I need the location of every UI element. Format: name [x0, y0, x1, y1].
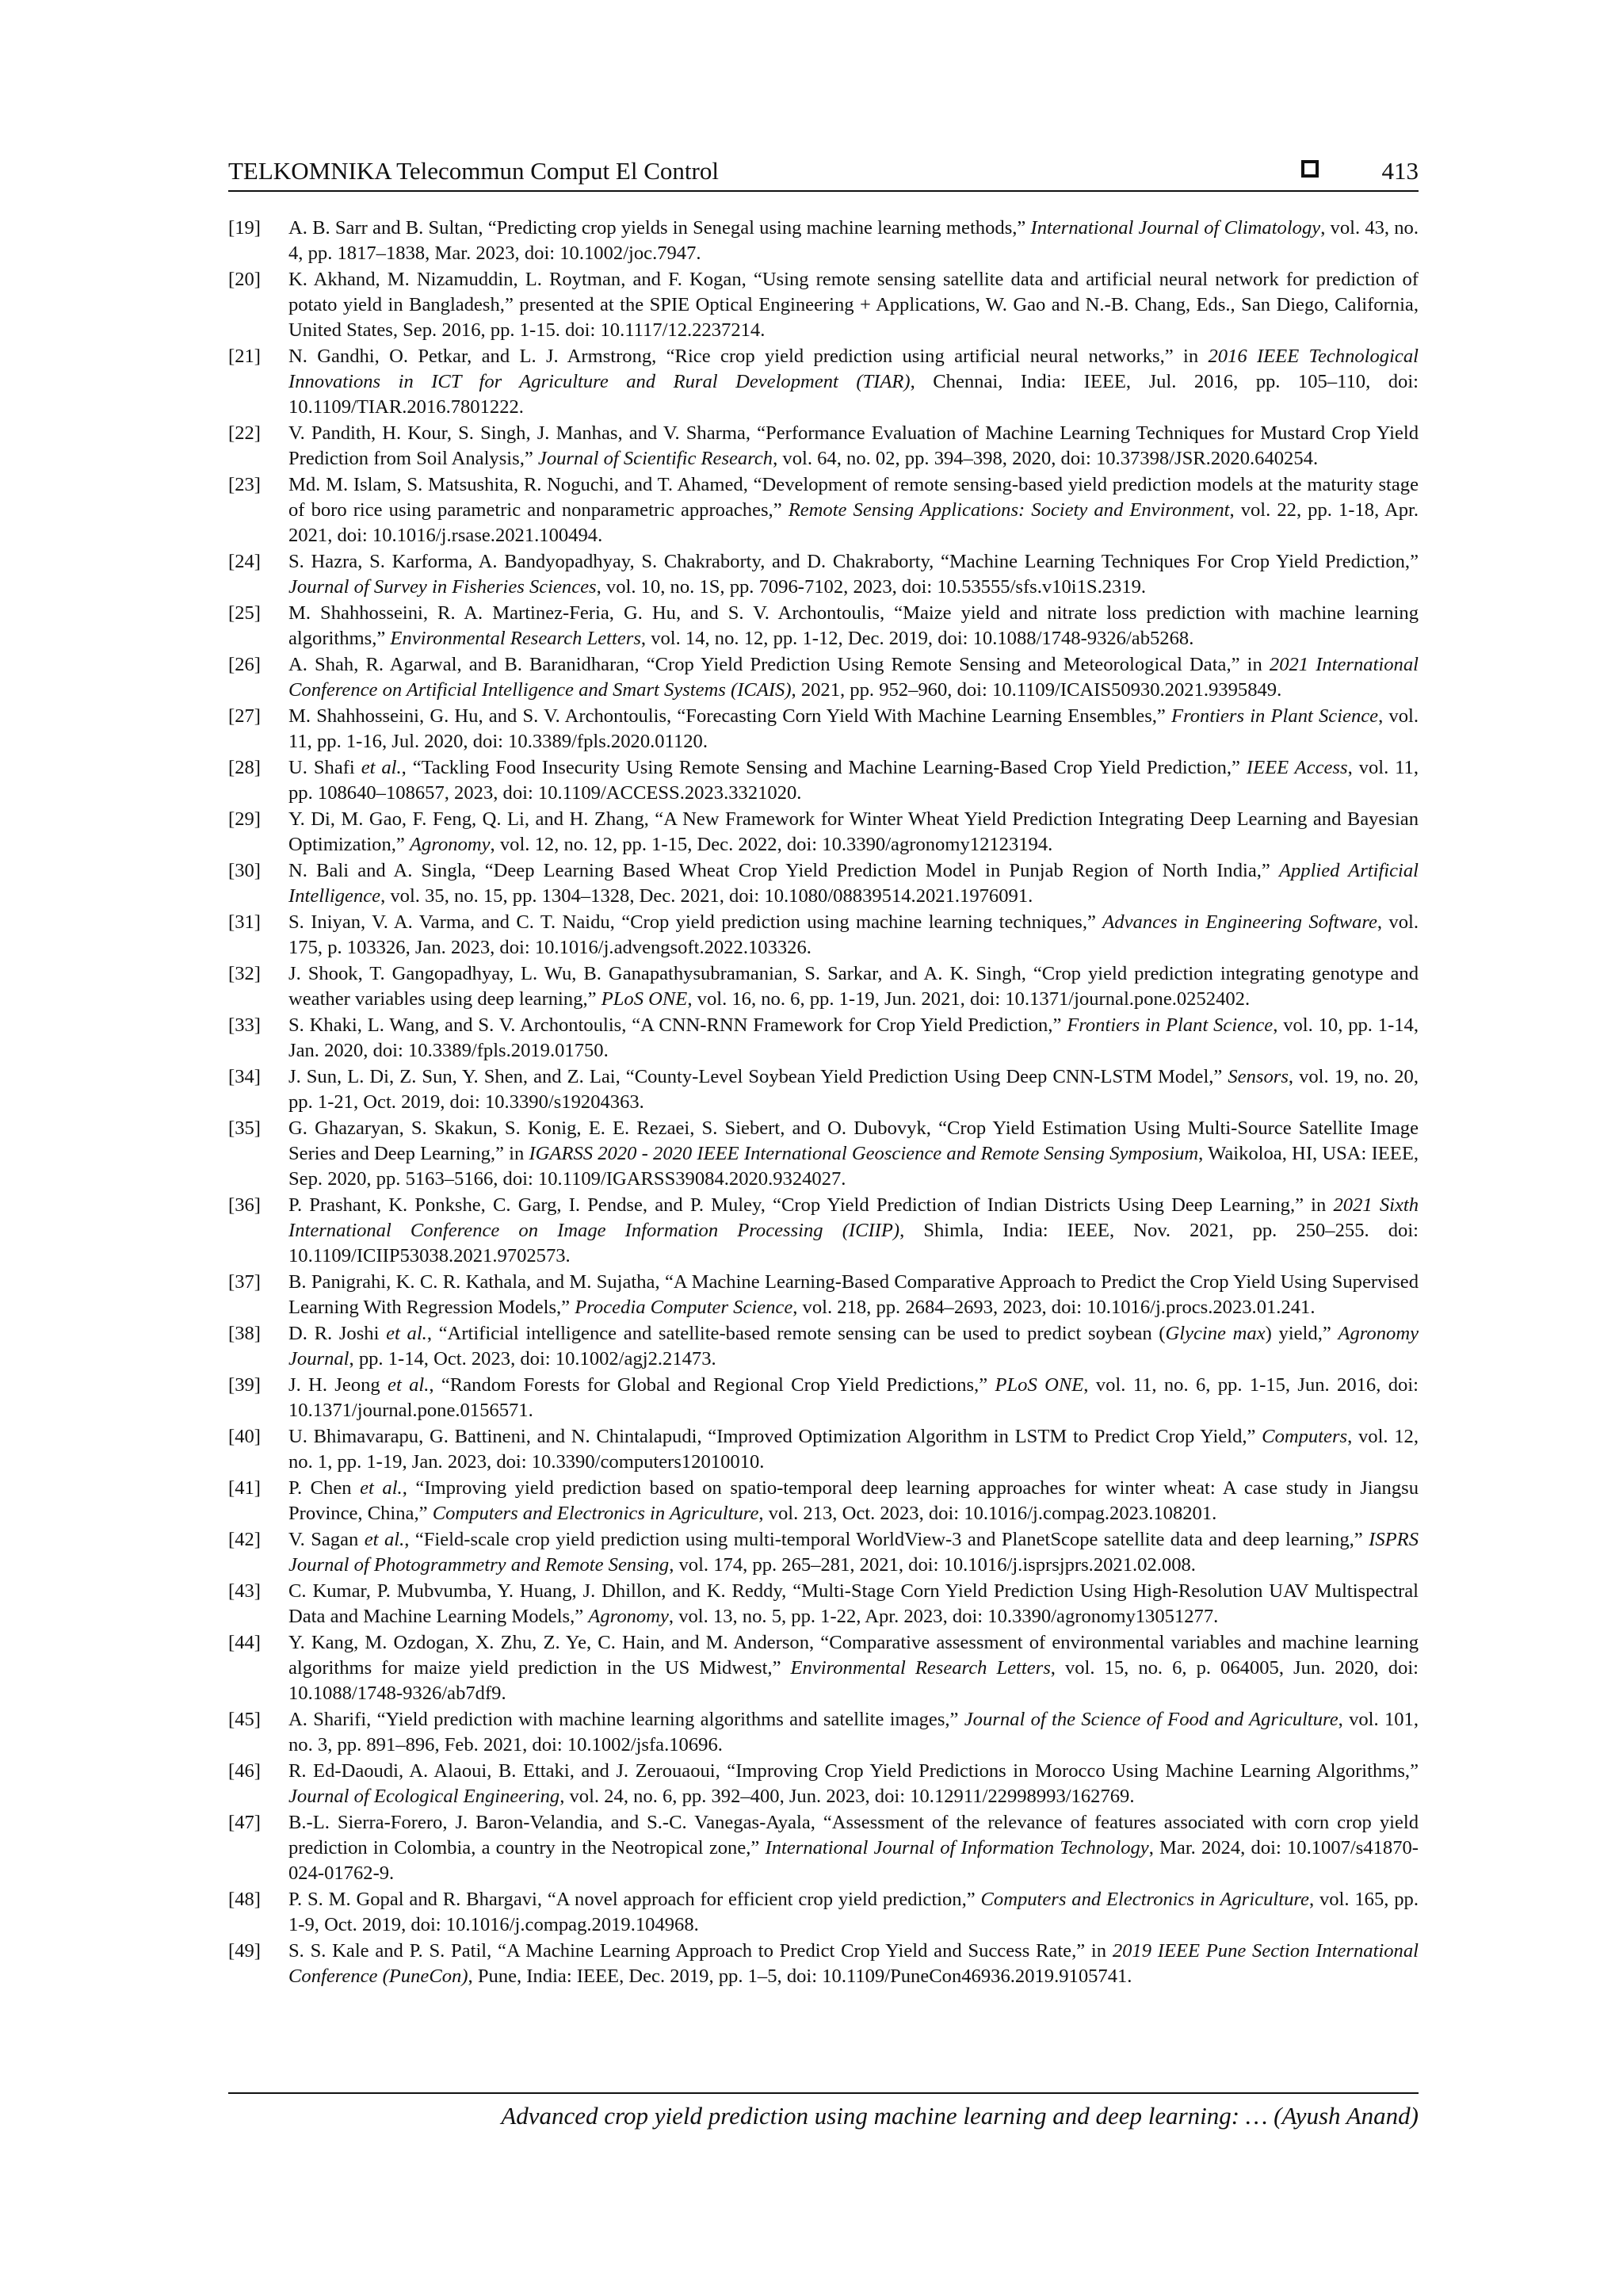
reference-number: [39]: [228, 1374, 261, 1396]
reference-number: [47]: [228, 1812, 261, 1833]
reference-italic-text: Glycine max: [1165, 1323, 1266, 1344]
reference-italic-text: IGARSS 2020 - 2020 IEEE International Geoscience and Remote Sensing Symposium: [529, 1143, 1199, 1164]
reference-text: , vol. 19, no. 20, pp. 1-21, Oct. 2019, doi: 10.3390/s19204363.: [288, 1066, 1419, 1113]
reference-italic-text: Agronomy Journal: [288, 1323, 1419, 1370]
reference-item: [228, 601, 1419, 651]
reference-italic-text: Sensors: [1228, 1066, 1289, 1087]
reference-text: B.-L. Sierra-Forero, J. Baron-Velandia, and S.-C. Vanegas-Ayala, “Assessment of the relevance of features associated with corn crop yield prediction in Colombia, a country in the Neotropical zone,”: [288, 1812, 1419, 1859]
reference-text: K. Akhand, M. Nizamuddin, L. Roytman, and F. Kogan, “Using remote sensing satellite data and artificial neural network for prediction of potato yield in Bangladesh,” presented at the SPIE Optical Engineering + Applications, W. Gao and N.-B. Chang, Eds., San Diego, California, United States, Sep. 2016, pp. 1-15. doi: 10.1117/12.2237214.: [288, 269, 1419, 341]
reference-number: [20]: [228, 269, 261, 290]
reference-text: M. Shahhosseini, G. Hu, and S. V. Archontoulis, “Forecasting Corn Yield With Machine Learning Ensembles,”: [288, 705, 1172, 727]
reference-text: , vol. 15, no. 6, p. 064005, Jun. 2020, doi: 10.1088/1748-9326/ab7df9.: [288, 1657, 1419, 1704]
reference-text: , Waikoloa, HI, USA: IEEE, Sep. 2020, pp. 5163–5166, doi: 10.1109/IGARSS39084.2020.9324027.: [288, 1143, 1419, 1190]
reference-italic-text: Frontiers in Plant Science: [1067, 1014, 1274, 1036]
reference-text: U. Shafi: [288, 757, 361, 778]
reference-italic-text: Computers and Electronics in Agriculture: [980, 1889, 1309, 1910]
reference-italic-text: et al.: [388, 1374, 430, 1396]
reference-number: [37]: [228, 1271, 261, 1293]
reference-text: , vol. 10, no. 1S, pp. 7096-7102, 2023, doi: 10.53555/sfs.v10i1S.2319.: [596, 576, 1147, 598]
reference-item: [228, 858, 1419, 909]
running-footer: Advanced crop yield prediction using machine learning and deep learning: … (Ayush Anand): [501, 2102, 1419, 2130]
reference-text: , vol. 12, no. 12, pp. 1-15, Dec. 2022, doi: 10.3390/agronomy12123194.: [490, 834, 1053, 855]
reference-text: V. Pandith, H. Kour, S. Singh, J. Manhas, and V. Sharma, “Performance Evaluation of Machine Learning Techniques for Mustard Crop Yield Prediction from Soil Analysis,”: [288, 422, 1419, 469]
reference-item: [228, 1193, 1419, 1269]
reference-text: B. Panigrahi, K. C. R. Kathala, and M. Sujatha, “A Machine Learning-Based Comparative Approach to Predict the Crop Yield Using Supervised Learning With Regression Models,”: [288, 1271, 1419, 1318]
reference-text: , vol. 174, pp. 265–281, 2021, doi: 10.1016/j.isprsjprs.2021.02.008.: [669, 1554, 1196, 1576]
reference-item: [228, 1116, 1419, 1192]
reference-text: , “Tackling Food Insecurity Using Remote Sensing and Machine Learning-Based Crop Yield Prediction,”: [401, 757, 1247, 778]
reference-italic-text: Journal of Scientific Research: [537, 448, 773, 469]
reference-number: [41]: [228, 1477, 261, 1499]
reference-item: [228, 1707, 1419, 1758]
reference-text: V. Sagan: [288, 1529, 365, 1550]
reference-item: [228, 216, 1419, 266]
reference-item: [228, 549, 1419, 600]
reference-text: , vol. 13, no. 5, pp. 1-22, Apr. 2023, doi: 10.3390/agronomy13051277.: [668, 1606, 1219, 1627]
reference-italic-text: 2021 International Conference on Artificial Intelligence and Smart Systems (ICAIS): [288, 654, 1419, 701]
reference-item: [228, 267, 1419, 343]
journal-title: TELKOMNIKA Telecommun Comput El Control: [228, 157, 719, 185]
reference-text: , vol. 10, pp. 1-14, Jan. 2020, doi: 10.3389/fpls.2019.01750.: [288, 1014, 1419, 1061]
reference-italic-text: Advances in Engineering Software: [1102, 911, 1377, 933]
reference-item: [228, 1939, 1419, 1989]
reference-text: Y. Kang, M. Ozdogan, X. Zhu, Z. Ye, C. Hain, and M. Anderson, “Comparative assessment of environmental variables and machine learning algorithms for maize yield prediction in the US Midwest,”: [288, 1632, 1419, 1679]
reference-text: Md. M. Islam, S. Matsushita, R. Noguchi, and T. Ahamed, “Development of remote sensing-based yield prediction models at the maturity stage of boro rice using parametric and nonparametric approaches,”: [288, 474, 1419, 521]
reference-number: [32]: [228, 963, 261, 984]
reference-item: [228, 1759, 1419, 1809]
reference-number: [29]: [228, 808, 261, 830]
reference-italic-text: International Journal of Climatology: [1030, 217, 1321, 239]
reference-text: , vol. 11, pp. 108640–108657, 2023, doi: 10.1109/ACCESS.2023.3321020.: [288, 757, 1419, 804]
reference-item: [228, 1373, 1419, 1423]
reference-text: D. R. Joshi: [288, 1323, 387, 1344]
reference-text: , “Field-scale crop yield prediction using multi-temporal WorldView-3 and PlanetScope satellite data and deep learning,”: [404, 1529, 1369, 1550]
reference-italic-text: 2016 IEEE Technological Innovations in ICT for Agriculture and Rural Development (TIAR): [288, 346, 1419, 392]
reference-item: [228, 1013, 1419, 1064]
reference-text: A. B. Sarr and B. Sultan, “Predicting crop yields in Senegal using machine learning methods,”: [288, 217, 1031, 239]
reference-text: P. Chen: [288, 1477, 361, 1499]
reference-text: N. Gandhi, O. Petkar, and L. J. Armstrong, “Rice crop yield prediction using artificial neural networks,” in: [288, 346, 1209, 367]
reference-text: J. Sun, L. Di, Z. Sun, Y. Shen, and Z. Lai, “County-Level Soybean Yield Prediction Using Deep CNN-LSTM Model,”: [288, 1066, 1228, 1087]
reference-item: [228, 704, 1419, 755]
reference-italic-text: IEEE Access: [1246, 757, 1348, 778]
reference-number: [19]: [228, 217, 261, 239]
reference-italic-text: et al.: [386, 1323, 427, 1344]
reference-italic-text: 2019 IEEE Pune Section International Conference (PuneCon): [288, 1940, 1419, 1987]
reference-number: [21]: [228, 346, 261, 367]
reference-italic-text: et al.: [361, 757, 402, 778]
reference-text: M. Shahhosseini, R. A. Martinez-Feria, G. Hu, and S. V. Archontoulis, “Maize yield and nitrate loss prediction with machine learning algorithms,”: [288, 602, 1419, 649]
reference-text: , vol. 165, pp. 1-9, Oct. 2019, doi: 10.1016/j.compag.2019.104968.: [288, 1889, 1419, 1935]
reference-item: [228, 961, 1419, 1012]
reference-text: , Mar. 2024, doi: 10.1007/s41870-024-01762-9.: [288, 1837, 1419, 1884]
reference-number: [46]: [228, 1760, 261, 1782]
reference-text: , pp. 1-14, Oct. 2023, doi: 10.1002/agj2.21473.: [349, 1348, 716, 1370]
reference-italic-text: PLoS ONE: [995, 1374, 1084, 1396]
reference-text: N. Bali and A. Singla, “Deep Learning Based Wheat Crop Yield Prediction Model in Punjab Region of North India,”: [288, 860, 1279, 881]
reference-text: , vol. 213, Oct. 2023, doi: 10.1016/j.compag.2023.108201.: [758, 1503, 1217, 1524]
reference-item: [228, 807, 1419, 858]
reference-text: , vol. 101, no. 3, pp. 891–896, Feb. 2021, doi: 10.1002/jsfa.10696.: [288, 1709, 1419, 1755]
reference-item: [228, 1424, 1419, 1475]
reference-number: [43]: [228, 1580, 261, 1602]
reference-text: , Pune, India: IEEE, Dec. 2019, pp. 1–5, doi: 10.1109/PuneCon46936.2019.9105741.: [468, 1966, 1132, 1987]
reference-number: [33]: [228, 1014, 261, 1036]
reference-number: [44]: [228, 1632, 261, 1653]
reference-text: , Chennai, India: IEEE, Jul. 2016, pp. 105–110, doi: 10.1109/TIAR.2016.7801222.: [288, 371, 1419, 418]
reference-italic-text: Applied Artificial Intelligence: [288, 860, 1419, 907]
reference-item: [228, 1064, 1419, 1115]
reference-text: S. S. Kale and P. S. Patil, “A Machine Learning Approach to Predict Crop Yield and Success Rate,” in: [288, 1940, 1113, 1962]
reference-text: , vol. 35, no. 15, pp. 1304–1328, Dec. 2021, doi: 10.1080/08839514.2021.1976091.: [380, 885, 1033, 907]
reference-item: [228, 421, 1419, 472]
reference-text: P. S. M. Gopal and R. Bhargavi, “A novel approach for efficient crop yield prediction,”: [288, 1889, 981, 1910]
reference-number: [42]: [228, 1529, 261, 1550]
reference-italic-text: Remote Sensing Applications: Society and Environment: [788, 499, 1230, 521]
reference-text: S. Hazra, S. Karforma, A. Bandyopadhyay, S. Chakraborty, and D. Chakraborty, “Machine Learning Techniques For Crop Yield Prediction,”: [288, 551, 1419, 572]
reference-text: ) yield,”: [1265, 1323, 1338, 1344]
reference-italic-text: Computers: [1262, 1426, 1348, 1447]
reference-text: , “Improving yield prediction based on spatio-temporal deep learning approaches for winter wheat: A case study in Jiangsu Province, China,”: [288, 1477, 1419, 1524]
reference-text: , vol. 175, p. 103326, Jan. 2023, doi: 10.1016/j.advengsoft.2022.103326.: [288, 911, 1419, 958]
reference-number: [45]: [228, 1709, 261, 1730]
reference-number: [49]: [228, 1940, 261, 1962]
page-header: [228, 155, 1419, 193]
reference-text: A. Shah, R. Agarwal, and B. Baranidharan, “Crop Yield Prediction Using Remote Sensing and Meteorological Data,” in: [288, 654, 1270, 675]
reference-item: [228, 652, 1419, 703]
reference-text: , vol. 22, pp. 1-18, Apr. 2021, doi: 10.1016/j.rsase.2021.100494.: [288, 499, 1419, 546]
reference-item: [228, 1810, 1419, 1886]
reference-italic-text: Agronomy: [410, 834, 491, 855]
reference-text: , vol. 218, pp. 2684–2693, 2023, doi: 10.1016/j.procs.2023.01.241.: [792, 1297, 1316, 1318]
reference-italic-text: Journal of Survey in Fisheries Sciences: [288, 576, 597, 598]
reference-italic-text: Agronomy: [588, 1606, 669, 1627]
page-number: 413: [1381, 157, 1419, 185]
reference-text: , vol. 11, no. 6, pp. 1-15, Jun. 2016, doi: 10.1371/journal.pone.0156571.: [288, 1374, 1419, 1421]
square-box-icon: [1301, 160, 1319, 178]
reference-text: , Shimla, India: IEEE, Nov. 2021, pp. 250–255. doi: 10.1109/ICIIP53038.2021.9702573.: [288, 1220, 1419, 1266]
reference-italic-text: International Journal of Information Technology: [765, 1837, 1149, 1859]
reference-item: [228, 472, 1419, 548]
reference-number: [23]: [228, 474, 261, 495]
reference-italic-text: PLoS ONE: [601, 988, 688, 1010]
reference-number: [36]: [228, 1194, 261, 1216]
reference-item: [228, 1579, 1419, 1629]
reference-number: [38]: [228, 1323, 261, 1344]
reference-italic-text: 2021 Sixth International Conference on Image Information Processing (ICIIP): [288, 1194, 1419, 1241]
reference-item: [228, 755, 1419, 806]
reference-text: , vol. 12, no. 1, pp. 1-19, Jan. 2023, doi: 10.3390/computers12010010.: [288, 1426, 1419, 1473]
reference-item: [228, 1887, 1419, 1938]
reference-italic-text: ISPRS Journal of Photogrammetry and Remote Sensing: [288, 1529, 1419, 1576]
reference-number: [34]: [228, 1066, 261, 1087]
reference-text: J. Shook, T. Gangopadhyay, L. Wu, B. Ganapathysubramanian, S. Sarkar, and A. K. Singh, “Crop yield prediction integrating genotype and weather variables using deep learning,”: [288, 963, 1419, 1010]
reference-item: [228, 1630, 1419, 1706]
reference-text: , vol. 24, no. 6, pp. 392–400, Jun. 2023, doi: 10.12911/22998993/162769.: [559, 1786, 1135, 1807]
reference-text: C. Kumar, P. Mubvumba, Y. Huang, J. Dhillon, and K. Reddy, “Multi-Stage Corn Yield Prediction Using High-Resolution UAV Multispectral Data and Machine Learning Models,”: [288, 1580, 1419, 1627]
header-rule: [228, 190, 1419, 192]
reference-number: [35]: [228, 1117, 261, 1139]
reference-list: [228, 216, 1419, 1990]
reference-text: S. Khaki, L. Wang, and S. V. Archontoulis, “A CNN-RNN Framework for Crop Yield Prediction,”: [288, 1014, 1067, 1036]
reference-text: , “Random Forests for Global and Regional Crop Yield Predictions,”: [429, 1374, 995, 1396]
reference-item: [228, 1527, 1419, 1578]
reference-number: [22]: [228, 422, 261, 444]
reference-item: [228, 344, 1419, 420]
reference-number: [27]: [228, 705, 261, 727]
reference-item: [228, 1476, 1419, 1526]
reference-item: [228, 1270, 1419, 1320]
reference-text: G. Ghazaryan, S. Skakun, S. Konig, E. E. Rezaei, S. Siebert, and O. Dubovyk, “Crop Yield Estimation Using Multi-Source Satellite Image Series and Deep Learning,” in: [288, 1117, 1419, 1164]
reference-text: , “Artificial intelligence and satellite-based remote sensing can be used to predict soybean (: [426, 1323, 1166, 1344]
footer-rule: [228, 2092, 1419, 2094]
reference-italic-text: Procedia Computer Science: [575, 1297, 793, 1318]
reference-text: Y. Di, M. Gao, F. Feng, Q. Li, and H. Zhang, “A New Framework for Winter Wheat Yield Prediction Integrating Deep Learning and Bayesian Optimization,”: [288, 808, 1419, 855]
reference-text: , vol. 11, pp. 1-16, Jul. 2020, doi: 10.3389/fpls.2020.01120.: [288, 705, 1419, 752]
reference-italic-text: Journal of Ecological Engineering: [288, 1786, 560, 1807]
reference-number: [31]: [228, 911, 261, 933]
reference-number: [26]: [228, 654, 261, 675]
reference-number: [28]: [228, 757, 261, 778]
reference-text: J. H. Jeong: [288, 1374, 388, 1396]
reference-text: , 2021, pp. 952–960, doi: 10.1109/ICAIS50930.2021.9395849.: [791, 679, 1282, 701]
reference-text: , vol. 16, no. 6, pp. 1-19, Jun. 2021, doi: 10.1371/journal.pone.0252402.: [687, 988, 1251, 1010]
reference-text: , vol. 64, no. 02, pp. 394–398, 2020, doi: 10.37398/JSR.2020.640254.: [773, 448, 1319, 469]
reference-text: , vol. 43, no. 4, pp. 1817–1838, Mar. 2023, doi: 10.1002/joc.7947.: [288, 217, 1419, 264]
reference-text: A. Sharifi, “Yield prediction with machine learning algorithms and satellite images,”: [288, 1709, 964, 1730]
reference-italic-text: et al.: [360, 1477, 403, 1499]
reference-italic-text: Journal of the Science of Food and Agriculture: [964, 1709, 1338, 1730]
reference-italic-text: et al.: [364, 1529, 405, 1550]
reference-number: [24]: [228, 551, 261, 572]
reference-italic-text: Environmental Research Letters: [790, 1657, 1051, 1679]
reference-text: U. Bhimavarapu, G. Battineni, and N. Chintalapudi, “Improved Optimization Algorithm in LSTM to Predict Crop Yield,”: [288, 1426, 1262, 1447]
reference-text: S. Iniyan, V. A. Varma, and C. T. Naidu, “Crop yield prediction using machine learning techniques,”: [288, 911, 1103, 933]
reference-italic-text: Frontiers in Plant Science: [1171, 705, 1379, 727]
reference-item: [228, 1321, 1419, 1372]
reference-italic-text: Computers and Electronics in Agriculture: [432, 1503, 759, 1524]
reference-number: [48]: [228, 1889, 261, 1910]
reference-text: P. Prashant, K. Ponkshe, C. Garg, I. Pendse, and P. Muley, “Crop Yield Prediction of Indian Districts Using Deep Learning,” in: [288, 1194, 1334, 1216]
reference-italic-text: Environmental Research Letters: [390, 628, 641, 649]
reference-text: , vol. 14, no. 12, pp. 1-12, Dec. 2019, doi: 10.1088/1748-9326/ab5268.: [640, 628, 1194, 649]
reference-number: [25]: [228, 602, 261, 624]
reference-number: [30]: [228, 860, 261, 881]
reference-number: [40]: [228, 1426, 261, 1447]
reference-item: [228, 910, 1419, 961]
reference-text: R. Ed-Daoudi, A. Alaoui, B. Ettaki, and J. Zerouaoui, “Improving Crop Yield Predictions in Morocco Using Machine Learning Algorithms,”: [288, 1760, 1419, 1782]
